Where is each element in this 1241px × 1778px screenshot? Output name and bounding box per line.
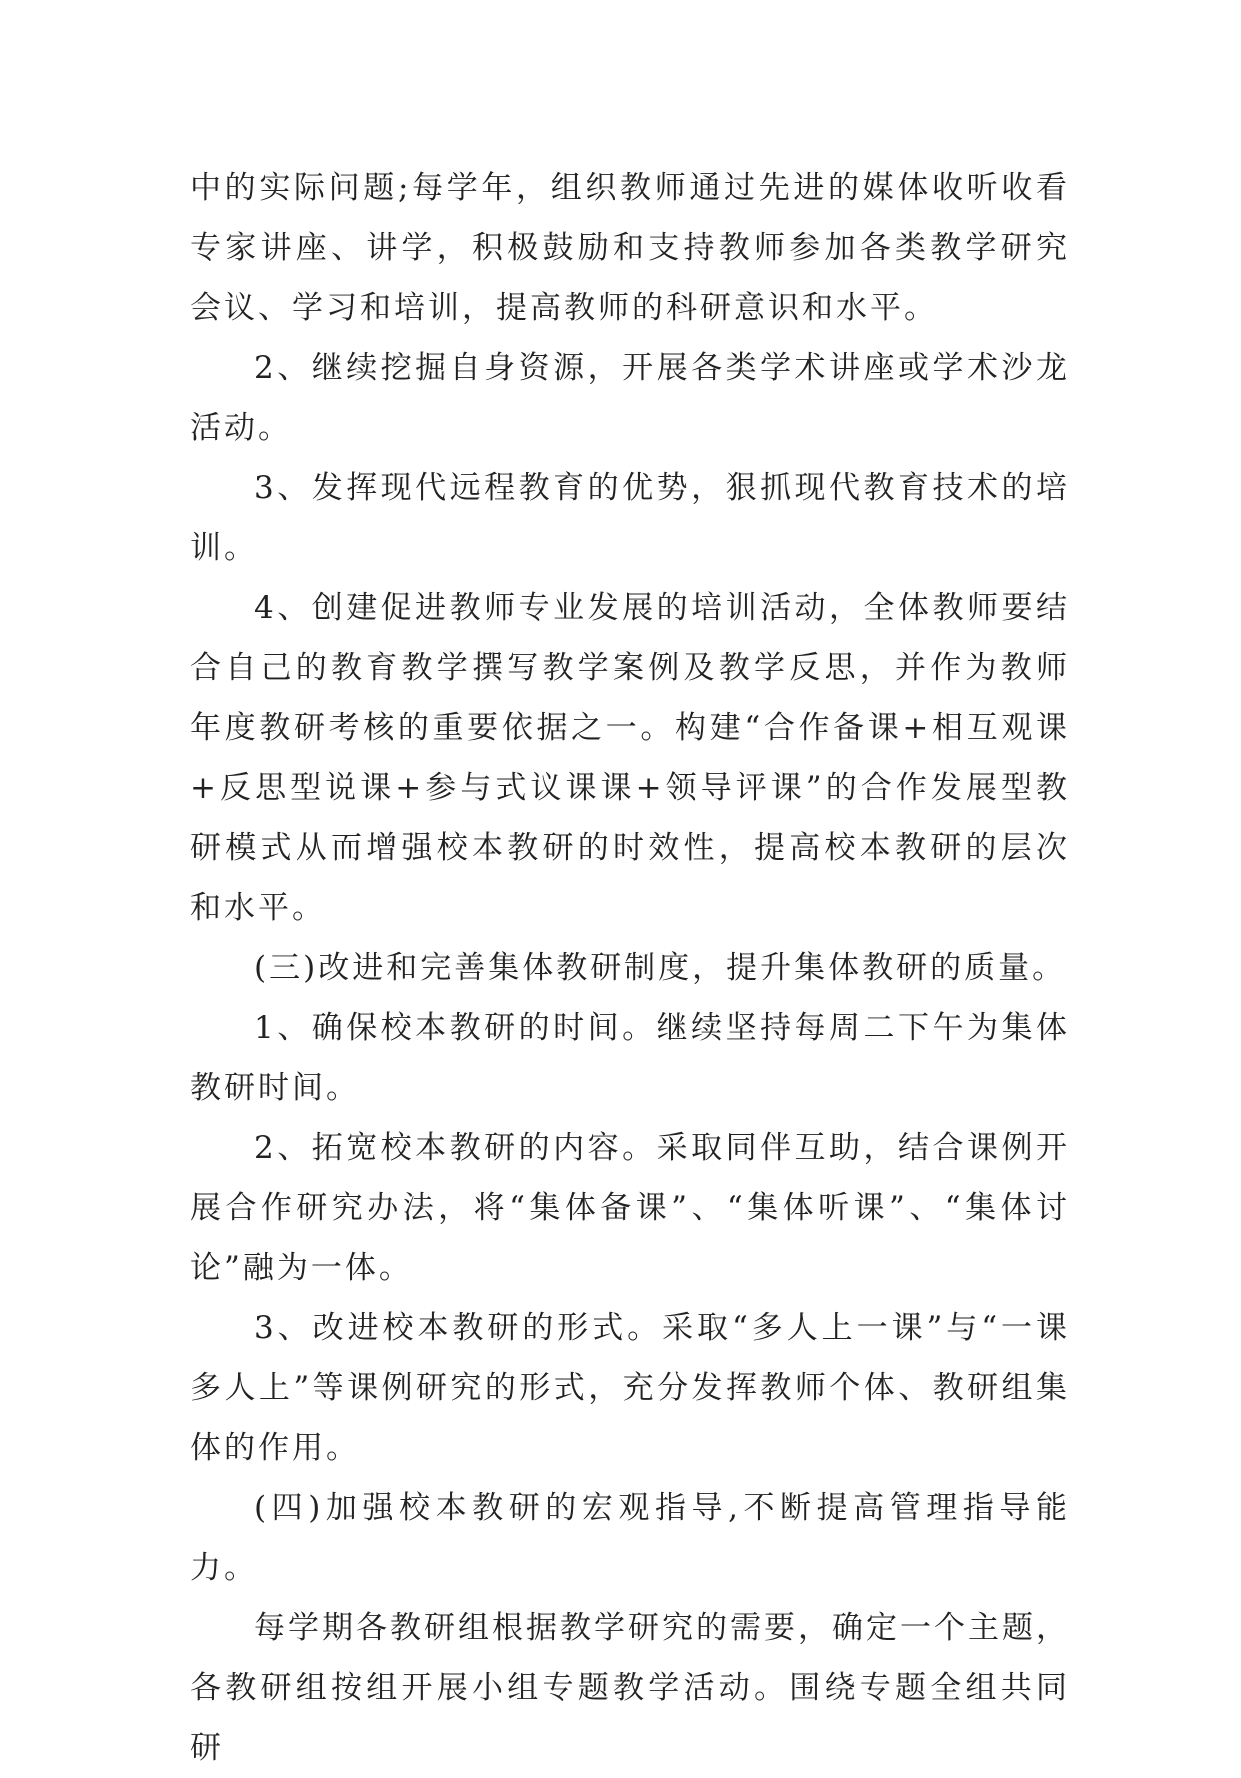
paragraph-item-1: 1、确保校本教研的时间。继续坚持每周二下午为集体教研时间。 [190,1010,1070,1106]
paragraph-item-2: 2、继续挖掘自身资源，开展各类学术讲座或学术沙龙活动。 [190,350,1070,446]
paragraph-item-3b: 3、改进校本教研的形式。采取“多人上一课”与“一课多人上”等课例研究的形式，充分发挥教师个体、教研组集体的作用。 [190,1310,1070,1466]
paragraph-item-4: 4、创建促进教师专业发展的培训活动，全体教师要结合自己的教育教学撰写教学案例及教学反思，并作为教师年度教研考核的重要依据之一。构建“合作备课+相互观课+反思型说课+参与式议课课+领导评课”的合作发展型教研模式从而增强校本教研的时效性，提高校本教研的层次和水平。 [190,590,1070,926]
paragraph-item-3: 3、发挥现代远程教育的优势，狠抓现代教育技术的培训。 [190,470,1070,566]
paragraph-item-2b: 2、拓宽校本教研的内容。采取同伴互助，结合课例开展合作研究办法，将“集体备课”、“集体听课”、“集体讨论”融为一体。 [190,1130,1070,1286]
paragraph-body: 每学期各教研组根据教学研究的需要，确定一个主题，各教研组按组开展小组专题教学活动。围绕专题全组共同研 [190,1610,1070,1766]
section-heading-3: (三)改进和完善集体教研制度，提升集体教研的质量。 [254,950,1067,986]
paragraph-continued: 中的实际问题;每学年，组织教师通过先进的媒体收听收看专家讲座、讲学，积极鼓励和支持教师参加各类教学研究会议、学习和培训，提高教师的科研意识和水平。 [190,170,1070,326]
section-heading-4: (四)加强校本教研的宏观指导,不断提高管理指导能力。 [190,1490,1070,1586]
document-body [190,158,1070,1778]
